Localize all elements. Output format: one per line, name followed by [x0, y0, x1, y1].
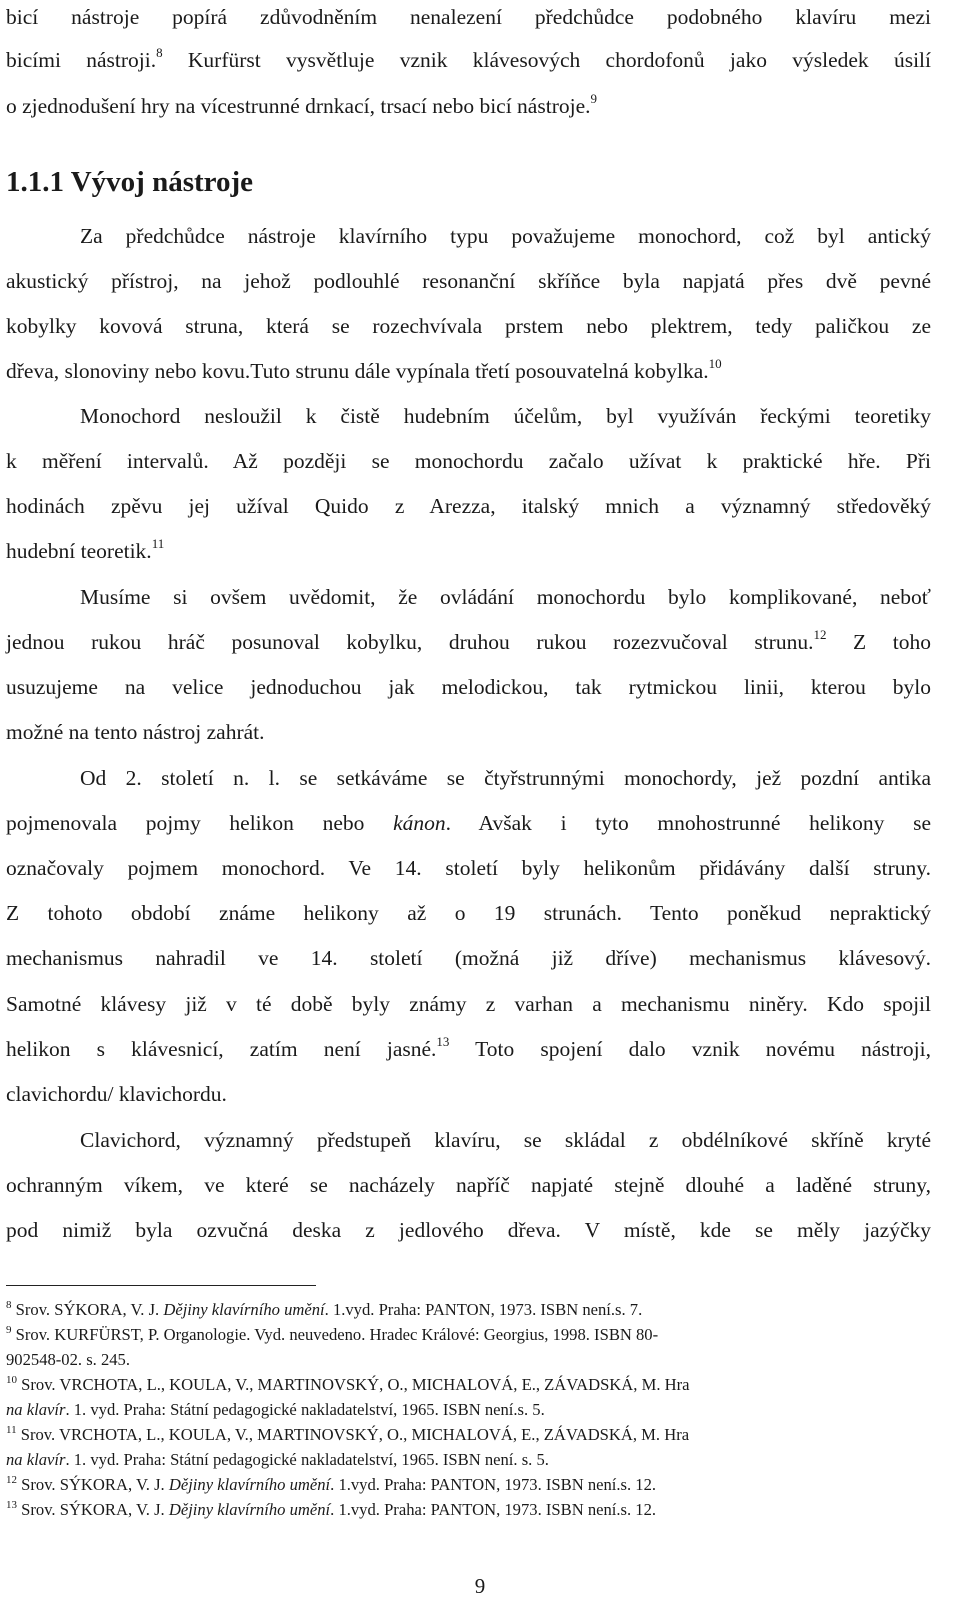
footnote-separator	[6, 1285, 316, 1286]
page-number: 9	[474, 1574, 486, 1598]
footnote-ref[interactable]: 9	[590, 91, 597, 106]
footnote-ref[interactable]: 11	[151, 536, 165, 551]
body-line: ochranným víkem, ve které se nacházely napříč napjaté stejně dlouhé a laděné struny,	[6, 1173, 931, 1197]
body-line: Clavichord, významný předstupeň klavíru, se skládal z obdélníkové skříně kryté	[80, 1128, 931, 1152]
footnote-continuation: 902548-02. s. 245.	[6, 1350, 130, 1369]
body-line: možné na tento nástroj zahrát.	[6, 720, 265, 744]
footnote: $^9$ Srov. KURFÜRST, P. Organologie. Vyd. neuvedeno. Hradec Králové: Georgius, 1998. ISBN 80-	[6, 1324, 659, 1344]
body-line: helikon s klávesnicí, zatím není jasné.$^{13}$ Toto spojení dalo vznik novému nástroji,	[6, 1034, 931, 1061]
body-line: hodinách zpěvu jej užíval Quido z Arezza, italský mnich a významný středověký	[6, 494, 931, 518]
body-line: Za předchůdce nástroje klavírního typu považujeme monochord, což byl antický	[80, 224, 931, 248]
footnote: $^{13}$ Srov. SÝKORA, V. J. Dějiny klavírního umění. 1.vyd. Praha: PANTON, 1973. ISBN není.s. 12.	[6, 1499, 657, 1519]
footnote-continuation: na klavír. 1. vyd. Praha: Státní pedagogické nakladatelství, 1965. ISBN není.s. 5.	[6, 1400, 545, 1419]
footnote: $^{12}$ Srov. SÝKORA, V. J. Dějiny klavírního umění. 1.vyd. Praha: PANTON, 1973. ISBN není.s. 12.	[6, 1474, 657, 1494]
body-line: Z tohoto období známe helikony až o 19 strunách. Tento poněkud nepraktický	[6, 901, 931, 925]
body-line: označovaly pojmem monochord. Ve 14. století byly helikonům přidávány další struny.	[6, 856, 931, 880]
footnote-continuation: na klavír. 1. vyd. Praha: Státní pedagogické nakladatelství, 1965. ISBN není. s. 5.	[6, 1450, 549, 1469]
body-line: akustický přístroj, na jehož podlouhlé resonanční skříňce byla napjatá přes dvě pevné	[6, 269, 931, 293]
footnote-ref[interactable]: 12	[813, 627, 827, 642]
body-line: pod nimiž byla ozvučná deska z jedlového dřeva. V místě, kde se měly jazýčky	[6, 1218, 931, 1242]
footnote: $^8$ Srov. SÝKORA, V. J. Dějiny klavírního umění. 1.vyd. Praha: PANTON, 1973. ISBN není.s. 7.	[6, 1299, 643, 1319]
body-line: k měření intervalů. Až později se monochordu začalo užívat k praktické hře. Při	[6, 449, 931, 473]
body-line: dřeva, slonoviny nebo kovu.Tuto strunu dále vypínala třetí posouvatelná kobylka.$^{10}$	[6, 356, 722, 383]
body-line: bicími nástroji.$^8$ Kurfürst vysvětluje vznik klávesových chordofonů jako výsledek úsilí	[6, 45, 932, 72]
body-line: pojmenovala pojmy helikon nebo kánon. Avšak i tyto mnohostrunné helikony se	[6, 811, 931, 835]
body-line: usuzujeme na velice jednoduchou jak melodickou, tak rytmickou linii, kterou bylo	[6, 675, 931, 699]
body-line: Od 2. století n. l. se setkáváme se čtyřstrunnými monochordy, jež pozdní antika	[80, 766, 931, 790]
body-line: bicí nástroje popírá zdůvodněním nenalezení předchůdce podobného klavíru mezi	[6, 5, 931, 29]
body-line: clavichordu/ klavichordu.	[6, 1082, 227, 1106]
body-line: jednou rukou hráč posunoval kobylku, druhou rukou rozezvučoval strunu.$^{12}$ Z toho	[6, 627, 931, 654]
body-line: mechanismus nahradil ve 14. století (možná již dříve) mechanismus klávesový.	[6, 946, 931, 970]
footnote-ref[interactable]: 13	[436, 1034, 450, 1049]
footnote-ref[interactable]: 8	[156, 45, 163, 60]
body-line: o zjednodušení hry na vícestrunné drnkací, trsací nebo bicí nástroje.$^9$	[6, 91, 597, 118]
body-line: Monochord nesloužil k čistě hudebním účelům, byl využíván řeckými teoretiky	[80, 404, 931, 428]
body-line: hudební teoretik.$^{11}$	[6, 536, 165, 563]
footnote-ref[interactable]: 10	[708, 356, 722, 371]
body-line: Musíme si ovšem uvědomit, že ovládání monochordu bylo komplikované, neboť	[80, 585, 931, 609]
footnote: $^{10}$ Srov. VRCHOTA, L., KOULA, V., MARTINOVSKÝ, O., MICHALOVÁ, E., ZÁVADSKÁ, M. Hra	[6, 1374, 690, 1394]
body-line: kobylky kovová struna, která se rozechvívala prstem nebo plektrem, tedy paličkou ze	[6, 314, 931, 338]
body-line: Samotné klávesy již v té době byly známy z varhan a mechanismu niněry. Kdo spojil	[6, 992, 931, 1016]
footnote: $^{11}$ Srov. VRCHOTA, L., KOULA, V., MARTINOVSKÝ, O., MICHALOVÁ, E., ZÁVADSKÁ, M. Hra	[6, 1424, 690, 1444]
section-heading: 1.1.1 Vývoj nástroje	[6, 166, 254, 198]
